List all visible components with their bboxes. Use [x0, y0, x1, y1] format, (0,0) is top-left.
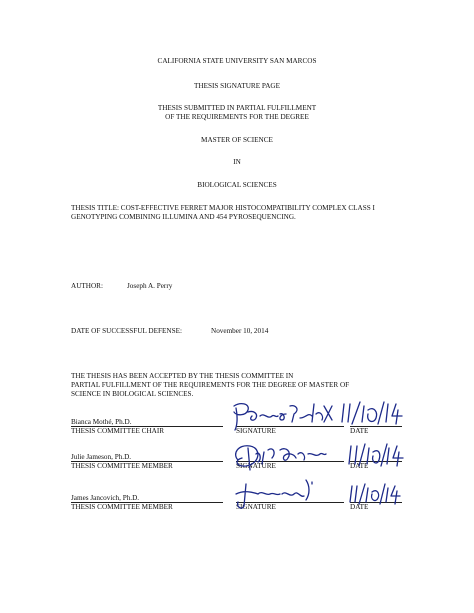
in-word: IN	[233, 158, 241, 166]
signature-label: SIGNATURE	[236, 503, 276, 511]
defense-date: November 10, 2014	[211, 327, 269, 335]
thesis-title-line-2: GENOTYPING COMBINING ILLUMINA AND 454 PYROSEQUENCING.	[71, 213, 296, 221]
member-role: THESIS COMMITTEE MEMBER	[71, 503, 173, 511]
degree-name: MASTER OF SCIENCE	[201, 136, 273, 144]
handwritten-date-2	[345, 442, 405, 468]
date-label: DATE	[350, 462, 369, 470]
defense-date-label: DATE OF SUCCESSFUL DEFENSE:	[71, 327, 182, 335]
member-name: Bianca Mothé, Ph.D.	[71, 418, 132, 426]
date-label: DATE	[350, 503, 369, 511]
handwritten-date-1	[338, 400, 408, 428]
signature-label: SIGNATURE	[236, 427, 276, 435]
degree-field: BIOLOGICAL SCIENCES	[197, 181, 277, 189]
handwritten-signature	[228, 398, 348, 432]
acceptance-line-1: THE THESIS HAS BEEN ACCEPTED BY THE THESIS COMMITTEE IN	[71, 372, 294, 380]
member-role: THESIS COMMITTEE MEMBER	[71, 462, 173, 470]
author-name: Joseph A. Perry	[127, 282, 173, 290]
thesis-title-line-1: THESIS TITLE: COST-EFFECTIVE FERRET MAJOR HISTOCOMPATIBILITY COMPLEX CLASS I	[71, 204, 375, 212]
page-title: THESIS SIGNATURE PAGE	[194, 82, 280, 90]
acceptance-line-2: PARTIAL FULFILLMENT OF THE REQUIREMENTS FOR THE DEGREE OF MASTER OF	[71, 381, 350, 389]
signature-label: SIGNATURE	[236, 462, 276, 470]
member-name: James Jancovich, Ph.D.	[71, 494, 140, 502]
member-role: THESIS COMMITTEE CHAIR	[71, 427, 165, 435]
university-name: CALIFORNIA STATE UNIVERSITY SAN MARCOS	[157, 57, 317, 65]
handwritten-signature	[232, 476, 332, 512]
author-label: AUTHOR:	[71, 282, 103, 290]
acceptance-line-3: SCIENCE IN BIOLOGICAL SCIENCES.	[71, 390, 194, 398]
member-name: Julie Jameson, Ph.D.	[71, 453, 132, 461]
handwritten-signature	[228, 440, 348, 474]
submitted-line-1: THESIS SUBMITTED IN PARTIAL FULFILLMENT	[157, 104, 317, 112]
handwritten-date-3	[347, 482, 403, 506]
date-label: DATE	[350, 427, 369, 435]
submitted-line-2: OF THE REQUIREMENTS FOR THE DEGREE	[165, 113, 309, 121]
